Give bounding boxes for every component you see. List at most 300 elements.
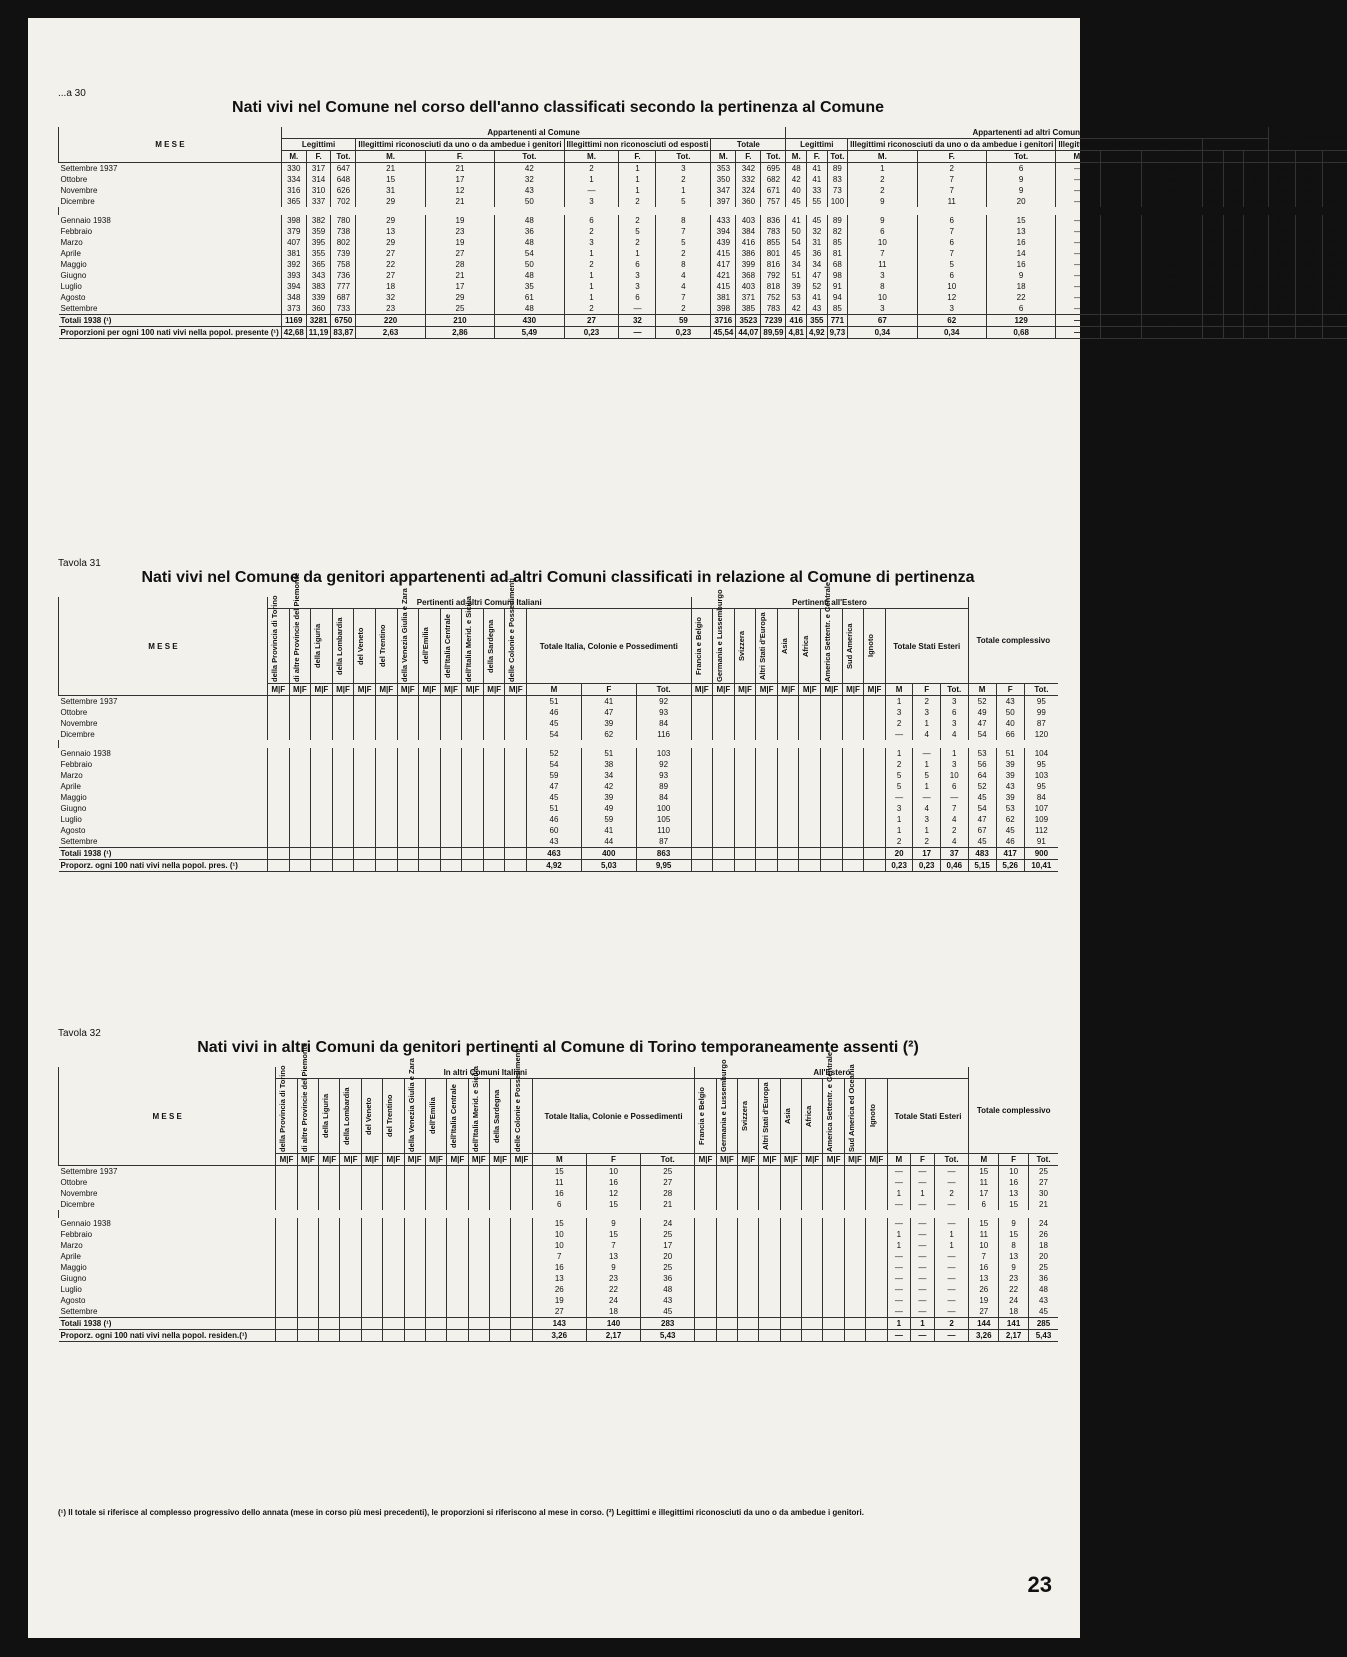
table-cell bbox=[864, 836, 886, 848]
table-cell: 736 bbox=[331, 270, 356, 281]
table-cell bbox=[864, 707, 886, 718]
table-cell: 317 bbox=[306, 163, 331, 175]
table-cell bbox=[713, 770, 735, 781]
table-cell bbox=[756, 748, 778, 759]
table-cell bbox=[397, 718, 419, 729]
totale-italia-header: Totale Italia, Colonie e Possedimenti bbox=[532, 1079, 695, 1154]
table-cell: 24 bbox=[586, 1295, 640, 1306]
table-cell bbox=[842, 770, 864, 781]
table-cell bbox=[842, 759, 864, 770]
table-cell: 16 bbox=[586, 1177, 640, 1188]
table-cell bbox=[799, 781, 821, 792]
table-cell bbox=[462, 718, 484, 729]
table-cell: 4,81 bbox=[786, 327, 807, 339]
table-cell bbox=[505, 803, 527, 814]
table-cell: 314 bbox=[306, 174, 331, 185]
table-cell bbox=[483, 729, 505, 740]
table-cell: 41 bbox=[786, 215, 807, 226]
row-label: Agosto bbox=[60, 1296, 86, 1305]
mf-header: M|F bbox=[425, 1154, 446, 1166]
table-cell bbox=[440, 860, 462, 872]
table-cell: 899 bbox=[1323, 270, 1347, 281]
table-cell bbox=[397, 825, 419, 836]
table-cell: 443 bbox=[1269, 303, 1296, 315]
table-cell: — bbox=[1142, 196, 1203, 207]
mf-header: M|F bbox=[511, 1154, 532, 1166]
table-cell: — bbox=[1056, 163, 1100, 175]
table-cell: — bbox=[1142, 174, 1203, 185]
table-cell: 1 bbox=[885, 825, 913, 836]
table-cell: 45 bbox=[968, 836, 996, 848]
table-cell: 48 bbox=[786, 163, 807, 175]
column-header: Africa bbox=[799, 609, 821, 684]
table-cell bbox=[289, 792, 311, 803]
row-label: Settembre 1937 bbox=[60, 697, 118, 706]
table-cell: 780 bbox=[331, 215, 356, 226]
table-cell bbox=[404, 1251, 425, 1262]
table-cell: — bbox=[940, 792, 968, 803]
table-cell bbox=[425, 1284, 446, 1295]
table-cell: 394 bbox=[711, 226, 736, 237]
table-cell bbox=[759, 1177, 780, 1188]
table-cell bbox=[425, 1199, 446, 1210]
table-cell bbox=[375, 814, 397, 825]
table-cell bbox=[780, 1330, 801, 1342]
table-cell: 48 bbox=[1029, 1284, 1058, 1295]
table-cell bbox=[799, 707, 821, 718]
table-row bbox=[59, 1284, 1059, 1295]
row-label: Ottobre bbox=[60, 1178, 88, 1187]
table-cell bbox=[462, 814, 484, 825]
table-cell bbox=[419, 781, 441, 792]
table-cell bbox=[691, 836, 713, 848]
table-cell: 4 bbox=[656, 270, 711, 281]
table-cell: 430 bbox=[495, 315, 564, 327]
table-cell: 1 bbox=[656, 185, 711, 196]
table-cell: 81 bbox=[827, 248, 848, 259]
table-cell: 13 bbox=[999, 1251, 1029, 1262]
table-cell: 48 bbox=[495, 215, 564, 226]
row-gap bbox=[59, 740, 1059, 748]
table-cell: 17 bbox=[425, 281, 494, 292]
table-cell: 40 bbox=[1223, 185, 1244, 196]
table-cell bbox=[842, 707, 864, 718]
table-cell bbox=[311, 759, 333, 770]
table-cell bbox=[354, 718, 376, 729]
table-cell bbox=[397, 814, 419, 825]
mft-header: M. bbox=[1203, 151, 1224, 163]
table-cell: 1 bbox=[887, 1240, 911, 1251]
table-cell: 5 bbox=[656, 237, 711, 248]
table-cell: 429 bbox=[1296, 248, 1323, 259]
table-cell: 107 bbox=[1024, 803, 1058, 814]
table-cell bbox=[716, 1251, 737, 1262]
table-cell: — bbox=[887, 1306, 911, 1318]
table-cell: 348 bbox=[281, 292, 306, 303]
table-cell: 781 bbox=[1323, 174, 1347, 185]
table-cell: 29 bbox=[425, 292, 494, 303]
table-cell bbox=[842, 848, 864, 860]
table-cell bbox=[759, 1218, 780, 1229]
table-cell bbox=[462, 729, 484, 740]
table-cell: 5,26 bbox=[1223, 327, 1244, 339]
mft-header: F. bbox=[736, 151, 761, 163]
table-row bbox=[59, 1273, 1059, 1284]
table-cell: 27 bbox=[356, 270, 425, 281]
table-cell: 359 bbox=[306, 226, 331, 237]
table-cell bbox=[397, 860, 419, 872]
table-cell: 2 bbox=[934, 1318, 969, 1330]
table-cell: 44 bbox=[581, 836, 636, 848]
table-cell bbox=[738, 1284, 759, 1295]
table-cell: 9,95 bbox=[636, 860, 691, 872]
table-cell bbox=[462, 759, 484, 770]
table-cell bbox=[738, 1295, 759, 1306]
table-cell bbox=[823, 1218, 844, 1229]
table-cell: 48 bbox=[641, 1284, 695, 1295]
table-cell: 431 bbox=[1296, 303, 1323, 315]
table-cell: 19 bbox=[425, 237, 494, 248]
table-cell: — bbox=[911, 1177, 935, 1188]
mf-header: M|F bbox=[823, 1154, 844, 1166]
table-cell bbox=[823, 1284, 844, 1295]
table-cell: 23 bbox=[586, 1273, 640, 1284]
table-cell bbox=[297, 1262, 318, 1273]
table-cell: 13 bbox=[986, 226, 1055, 237]
table-cell: 20 bbox=[641, 1251, 695, 1262]
table-cell bbox=[802, 1240, 823, 1251]
table-cell bbox=[440, 836, 462, 848]
table-cell: 23 bbox=[999, 1273, 1029, 1284]
table-cell: 22 bbox=[986, 292, 1055, 303]
table-cell bbox=[713, 748, 735, 759]
mf-header: M|F bbox=[505, 684, 527, 696]
table-cell: 421 bbox=[1296, 270, 1323, 281]
table-cell: 84 bbox=[636, 718, 691, 729]
table-cell bbox=[734, 803, 756, 814]
table-cell: — bbox=[887, 1177, 911, 1188]
table-cell: 9 bbox=[999, 1262, 1029, 1273]
subgroup-header: Illegittimi non riconosciuti od esposti bbox=[564, 139, 711, 151]
table-cell: — bbox=[887, 1295, 911, 1306]
row-label: Settembre bbox=[60, 837, 98, 846]
table-cell bbox=[468, 1177, 489, 1188]
table-cell: 8 bbox=[656, 215, 711, 226]
table-cell bbox=[311, 860, 333, 872]
table-cell: — bbox=[1056, 226, 1100, 237]
table-cell: 84 bbox=[1244, 259, 1269, 270]
table-cell: 26 bbox=[969, 1284, 999, 1295]
table-cell bbox=[799, 792, 821, 803]
table-cell bbox=[267, 792, 289, 803]
table-cell: — bbox=[1056, 215, 1100, 226]
table-cell: 416 bbox=[786, 315, 807, 327]
table-cell: 393 bbox=[281, 270, 306, 281]
table-cell bbox=[695, 1318, 716, 1330]
mft-header: M bbox=[887, 1154, 911, 1166]
mf-header: M|F bbox=[468, 1154, 489, 1166]
table-row bbox=[59, 792, 1059, 803]
mft-header: M. bbox=[711, 151, 736, 163]
table-cell: 40 bbox=[996, 718, 1024, 729]
table-cell bbox=[866, 1229, 887, 1240]
table-cell: 2 bbox=[656, 248, 711, 259]
table-cell: 802 bbox=[331, 237, 356, 248]
table-row bbox=[59, 1318, 1059, 1330]
table-cell: 11 bbox=[969, 1177, 999, 1188]
table-cell: — bbox=[1056, 259, 1100, 270]
table-cell bbox=[756, 759, 778, 770]
table-cell bbox=[311, 770, 333, 781]
table-cell bbox=[821, 770, 843, 781]
column-header: dell'Italia Merid. e Sicilia bbox=[468, 1079, 489, 1154]
table-cell bbox=[468, 1330, 489, 1342]
tavola-30-label: ...a 30 bbox=[58, 88, 86, 99]
table-cell: 93 bbox=[636, 707, 691, 718]
table-cell bbox=[354, 848, 376, 860]
table-cell: 448 bbox=[1269, 292, 1296, 303]
table-cell: 129 bbox=[986, 315, 1055, 327]
table-cell bbox=[332, 707, 354, 718]
table-cell: 4 bbox=[940, 729, 968, 740]
mf-header: M|F bbox=[756, 684, 778, 696]
table-cell: 818 bbox=[761, 281, 786, 292]
table-cell bbox=[462, 792, 484, 803]
table-cell bbox=[511, 1240, 532, 1251]
table-row bbox=[59, 1240, 1059, 1251]
table-cell: 15 bbox=[532, 1218, 586, 1229]
table-cell: — bbox=[1100, 248, 1142, 259]
table-cell: 18 bbox=[986, 281, 1055, 292]
table-cell bbox=[716, 1318, 737, 1330]
mf-header: M|F bbox=[354, 684, 376, 696]
table-cell: 8 bbox=[999, 1240, 1029, 1251]
table-cell bbox=[738, 1229, 759, 1240]
table-cell: 43 bbox=[807, 303, 828, 315]
mft-header: M. bbox=[1056, 151, 1100, 163]
table-cell: 1 bbox=[619, 185, 656, 196]
table-cell bbox=[866, 1330, 887, 1342]
table-row bbox=[59, 814, 1059, 825]
table-cell bbox=[425, 1188, 446, 1199]
table-cell: 9,73 bbox=[827, 327, 848, 339]
column-header: dell'Italia Centrale bbox=[447, 1079, 468, 1154]
table-cell: 399 bbox=[1269, 174, 1296, 185]
table-cell bbox=[821, 718, 843, 729]
table-cell bbox=[821, 814, 843, 825]
table-cell: 13 bbox=[586, 1251, 640, 1262]
table-cell: 0,23 bbox=[564, 327, 619, 339]
mft-header: M bbox=[969, 1154, 999, 1166]
table-cell: 1 bbox=[564, 281, 619, 292]
table-cell bbox=[354, 781, 376, 792]
table-cell: 50 bbox=[786, 226, 807, 237]
table-cell: 8 bbox=[848, 281, 917, 292]
table-cell bbox=[447, 1284, 468, 1295]
table-cell: 9 bbox=[986, 270, 1055, 281]
table-cell bbox=[311, 748, 333, 759]
mf-header: M|F bbox=[297, 1154, 318, 1166]
table-cell: 3 bbox=[564, 196, 619, 207]
table-cell: — bbox=[887, 1330, 911, 1342]
table-cell: 395 bbox=[306, 237, 331, 248]
table-cell bbox=[375, 836, 397, 848]
table-cell: 20 bbox=[986, 196, 1055, 207]
table-cell: — bbox=[1142, 327, 1203, 339]
table-cell: 63 bbox=[1203, 292, 1224, 303]
table-cell: 310 bbox=[306, 185, 331, 196]
table-cell bbox=[468, 1240, 489, 1251]
table-cell bbox=[332, 696, 354, 708]
table-cell bbox=[332, 848, 354, 860]
mft-header: F. bbox=[619, 151, 656, 163]
table-cell bbox=[289, 781, 311, 792]
table-cell: 41 bbox=[807, 163, 828, 175]
table-cell bbox=[375, 696, 397, 708]
table-cell bbox=[505, 696, 527, 708]
row-label: Maggio bbox=[60, 260, 87, 269]
table-row bbox=[59, 707, 1059, 718]
table-cell bbox=[447, 1229, 468, 1240]
table-cell: 399 bbox=[736, 259, 761, 270]
table-cell: 816 bbox=[761, 259, 786, 270]
table-cell: 417 bbox=[1223, 315, 1244, 327]
table-cell bbox=[759, 1306, 780, 1318]
table-cell bbox=[844, 1251, 865, 1262]
table-cell bbox=[276, 1188, 297, 1199]
table-cell: 19 bbox=[532, 1295, 586, 1306]
mft-header: Tot. bbox=[636, 684, 691, 696]
table-cell bbox=[802, 1330, 823, 1342]
table-cell: 332 bbox=[736, 174, 761, 185]
subgroup-header: Totale bbox=[711, 139, 786, 151]
table-cell bbox=[489, 1262, 510, 1273]
table-cell: 37 bbox=[940, 848, 968, 860]
table-cell: 18 bbox=[586, 1306, 640, 1318]
table-cell bbox=[311, 696, 333, 708]
table-cell: 21 bbox=[425, 196, 494, 207]
table-cell bbox=[695, 1218, 716, 1229]
table-cell: 339 bbox=[306, 292, 331, 303]
table-cell bbox=[505, 814, 527, 825]
table-cell: 45 bbox=[807, 215, 828, 226]
column-header: della Venezia Giulia e Zara bbox=[397, 609, 419, 684]
table-cell bbox=[276, 1318, 297, 1330]
table-cell bbox=[361, 1166, 382, 1178]
table-cell bbox=[468, 1318, 489, 1330]
table-cell bbox=[483, 748, 505, 759]
table-cell: 41 bbox=[581, 696, 636, 708]
table-cell bbox=[354, 696, 376, 708]
table-cell bbox=[777, 836, 799, 848]
table-cell: 25 bbox=[641, 1262, 695, 1273]
column-header: dell'Emilia bbox=[425, 1079, 446, 1154]
row-label: Settembre bbox=[60, 304, 98, 313]
row-label: Aprile bbox=[60, 1252, 81, 1261]
table-cell: 11 bbox=[532, 1177, 586, 1188]
table-cell: — bbox=[1142, 248, 1203, 259]
column-header: della Provincia di Torino bbox=[267, 609, 289, 684]
table-cell: 103 bbox=[636, 748, 691, 759]
table-cell bbox=[404, 1240, 425, 1251]
table-cell bbox=[713, 707, 735, 718]
table-cell bbox=[716, 1240, 737, 1251]
totale-complessivo-header: Totale complessivo bbox=[968, 597, 1058, 684]
table-cell bbox=[842, 781, 864, 792]
row-label: Marzo bbox=[60, 238, 83, 247]
table-cell bbox=[695, 1295, 716, 1306]
table-cell bbox=[383, 1240, 404, 1251]
table-cell: — bbox=[1056, 281, 1100, 292]
table-cell: 4 bbox=[656, 281, 711, 292]
table-cell: 373 bbox=[281, 303, 306, 315]
table-cell: 4,92 bbox=[527, 860, 582, 872]
column-header: di altre Provincie del Piemonte bbox=[297, 1079, 318, 1154]
table-cell: 41 bbox=[581, 825, 636, 836]
table-cell: 39 bbox=[996, 792, 1024, 803]
table-cell: 330 bbox=[281, 163, 306, 175]
table-cell: 116 bbox=[636, 729, 691, 740]
table-cell: 3 bbox=[885, 803, 913, 814]
table-cell bbox=[489, 1306, 510, 1318]
mft-header: M. bbox=[786, 151, 807, 163]
table-cell bbox=[738, 1166, 759, 1178]
table-cell: 417 bbox=[711, 259, 736, 270]
table-row bbox=[59, 215, 1347, 226]
table-cell: 34 bbox=[786, 259, 807, 270]
table-cell: 11 bbox=[848, 259, 917, 270]
table-cell: 2 bbox=[848, 174, 917, 185]
group-a-header: In altri Comuni Italiani bbox=[276, 1067, 695, 1079]
table-cell: 462 bbox=[1269, 259, 1296, 270]
table-cell bbox=[489, 1188, 510, 1199]
table-cell: 478 bbox=[1269, 270, 1296, 281]
table-cell: 2 bbox=[564, 303, 619, 315]
table-cell bbox=[397, 770, 419, 781]
table-cell bbox=[844, 1240, 865, 1251]
table-cell bbox=[319, 1240, 340, 1251]
table-cell bbox=[821, 836, 843, 848]
table-cell bbox=[276, 1306, 297, 1318]
table-row bbox=[59, 259, 1347, 270]
table-cell bbox=[383, 1177, 404, 1188]
table-cell bbox=[844, 1295, 865, 1306]
row-label: Aprile bbox=[60, 782, 81, 791]
row-label: Giugno bbox=[60, 271, 87, 280]
table-cell bbox=[289, 729, 311, 740]
table-cell: 17 bbox=[425, 174, 494, 185]
column-header: America Settentr. e Centrale bbox=[823, 1079, 844, 1154]
table-cell: 13 bbox=[969, 1273, 999, 1284]
table-cell: 42 bbox=[581, 781, 636, 792]
table-cell bbox=[462, 707, 484, 718]
table-cell bbox=[447, 1273, 468, 1284]
table-row bbox=[59, 1295, 1059, 1306]
table-cell bbox=[842, 836, 864, 848]
row-label: Marzo bbox=[60, 771, 83, 780]
table-cell: 12 bbox=[917, 292, 986, 303]
table-cell bbox=[695, 1262, 716, 1273]
row-label: Maggio bbox=[60, 1263, 87, 1272]
table-cell bbox=[297, 1166, 318, 1178]
table-cell bbox=[759, 1273, 780, 1284]
table-cell bbox=[734, 696, 756, 708]
table-cell bbox=[777, 748, 799, 759]
mf-header: M|F bbox=[267, 684, 289, 696]
table-cell: 4199 bbox=[1269, 315, 1296, 327]
table-cell: 867 bbox=[1323, 292, 1347, 303]
table-cell: — bbox=[1142, 259, 1203, 270]
